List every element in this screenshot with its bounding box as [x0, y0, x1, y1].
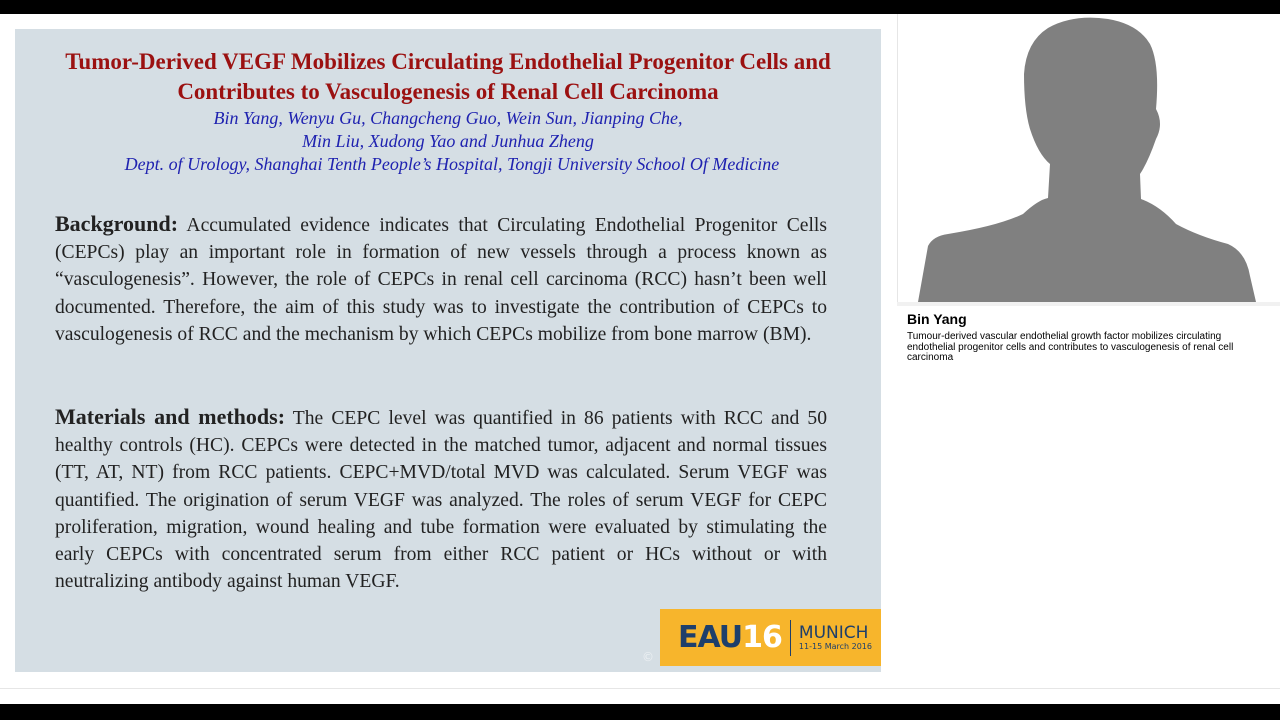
slide-title: [15, 47, 881, 107]
talk-title: Tumour-derived vascular endothelial growth factor mobilizes circulating endothelial progenitor cells and contributes to vasculogenesis of renal cell carcinoma: [907, 331, 1234, 363]
frame-bottom-strip: [0, 688, 1280, 705]
slide-title-line-2: Contributes to Vasculogenesis of Renal Cell Carcinoma: [177, 79, 719, 104]
eau-logo-eau: EAU: [678, 620, 743, 655]
speaker-panel: [897, 14, 1280, 688]
slide-affiliation: Dept. of Urology, Shanghai Tenth People’s Hospital, Tongji University School Of Medicine: [124, 154, 780, 174]
methods-label: Materials and methods:: [55, 404, 286, 429]
eau-logo-city: MUNICH: [798, 622, 869, 643]
eau-logo-year: 16: [742, 620, 782, 655]
person-silhouette-icon: [898, 14, 1280, 302]
slide-title-line-1: Tumor-Derived VEGF Mobilizes Circulating Endothelial Progenitor Cells and: [65, 49, 831, 74]
eau-logo-text: [678, 620, 782, 655]
methods-text: The CEPC level was quantified in 86 patients with RCC and 50 healthy controls (HC). CEPCs were detected in the matched tumor, adjacent and normal tissues (TT, AT, NT) from RCC patients. CEPC+MVD/total MVD was calculated. Serum VEGF was quantified. The origination of serum VEGF was analyzed. The roles of serum VEGF for CEPC proliferation, migration, wound healing and tube formation were evaluated by stimulating the early CEPCs with concentrated serum from either RCC patient or HCs without or with neutralizing antibody against human VEGF.: [55, 408, 827, 593]
authors-line-1: Bin Yang, Wenyu Gu, Changcheng Guo, Wein Sun, Jianping Che,: [213, 108, 683, 128]
background-section: [55, 210, 827, 348]
eau16-logo: [660, 609, 881, 666]
speaker-avatar: [897, 14, 1280, 302]
bottom-letterbox-bar: [0, 704, 1280, 720]
background-label: Background:: [55, 211, 179, 236]
slide: [15, 29, 881, 672]
background-text: Accumulated evidence indicates that Circulating Endothelial Progenitor Cells (CEPCs) play an important role in formation of new vessels through a process known as “vasculogenesis”. However, the role of CEPCs in renal cell carcinoma (RCC) hasn’t been well documented. Therefore, the aim of this study was to investigate the contribution of CEPCs to vasculogenesis of RCC and the mechanism by which CEPCs mobilize from bone marrow (BM).: [55, 215, 827, 345]
slide-authors: [15, 107, 881, 153]
copyright-mark: ©: [642, 650, 654, 664]
avatar-divider: [897, 302, 1280, 306]
eau-logo-dates: 11-15 March 2016: [798, 641, 872, 651]
speaker-name: Bin Yang: [907, 311, 967, 327]
logo-divider: [790, 620, 791, 656]
top-letterbox-bar: [0, 0, 1280, 14]
methods-section: [55, 403, 827, 595]
eau-logo-city-block: [799, 624, 872, 652]
authors-line-2: Min Liu, Xudong Yao and Junhua Zheng: [302, 131, 594, 151]
slide-viewer: [0, 14, 897, 688]
